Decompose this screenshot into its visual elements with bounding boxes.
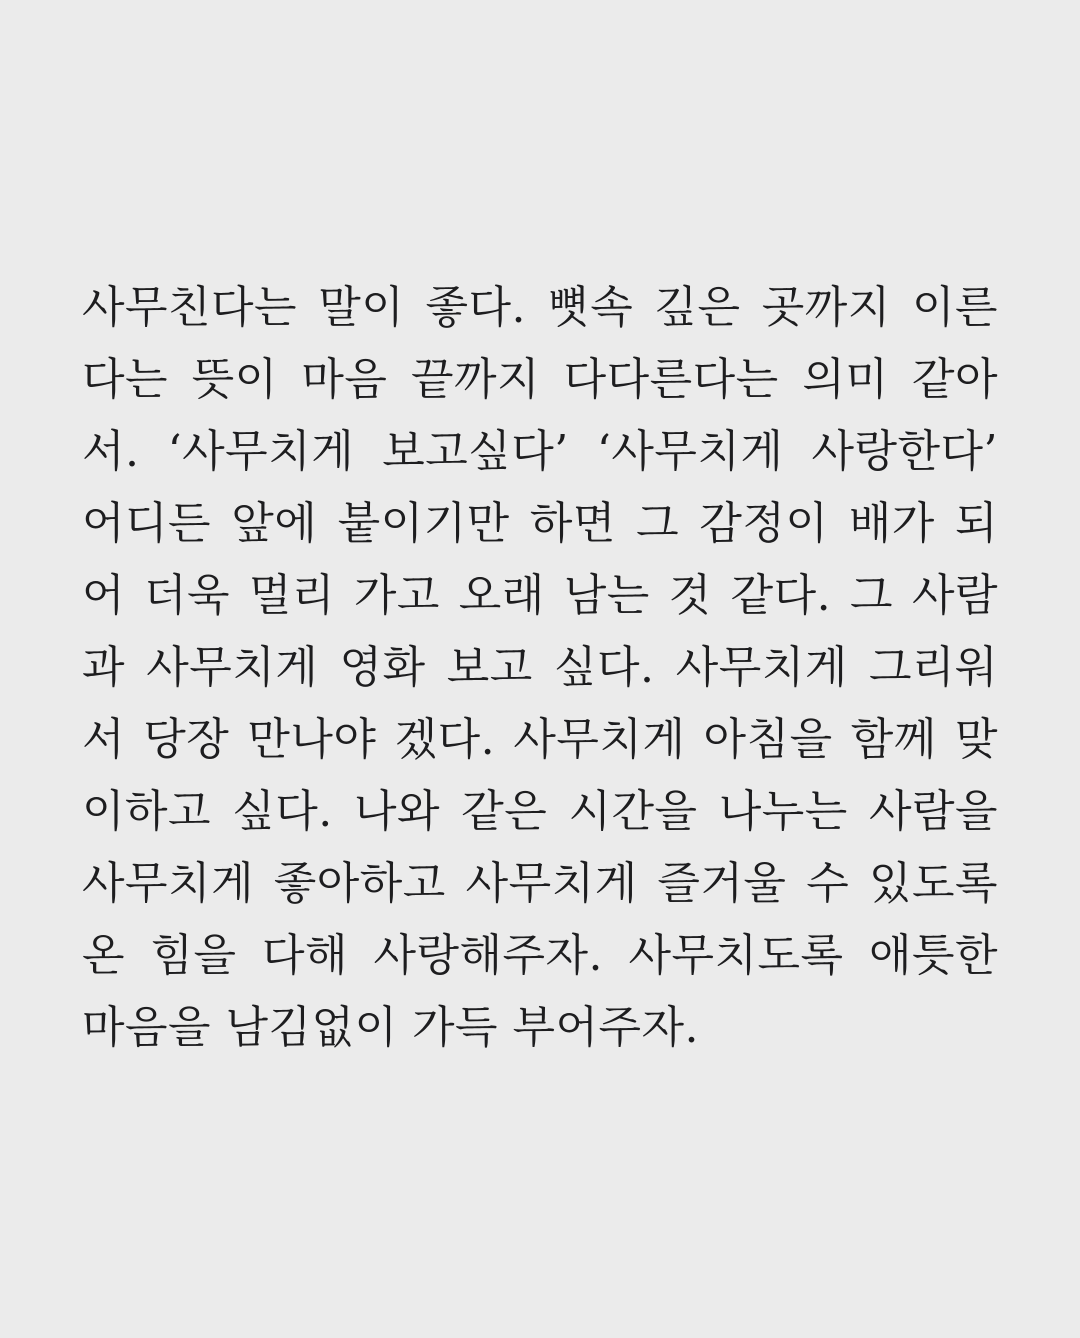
body-paragraph: 사무친다는 말이 좋다. 뼛속 깊은 곳까지 이른다는 뜻이 마음 끝까지 다다른다는 의미 같아서. ‘사무치게 보고싶다’ ‘사무치게 사랑한다’ 어디든 앞에 붙이기만 하면 그 감정이 배가 되어 더욱 멀리 가고 오래 남는 것 같다. 그 사람과 사무치게 영화 보고 싶다. 사무치게 그리워서 당장 만나야 겠다. 사무치게 아침을 함께 맞이하고 싶다. 나와 같은 시간을 나누는 사람을 사무치게 좋아하고 사무치게 즐거울 수 있도록 온 힘을 다해 사랑해주자. 사무치도록 애틋한 마음을 남김없이 가득 부어주자.	[82, 282, 998, 1053]
text-block	[82, 272, 998, 1064]
